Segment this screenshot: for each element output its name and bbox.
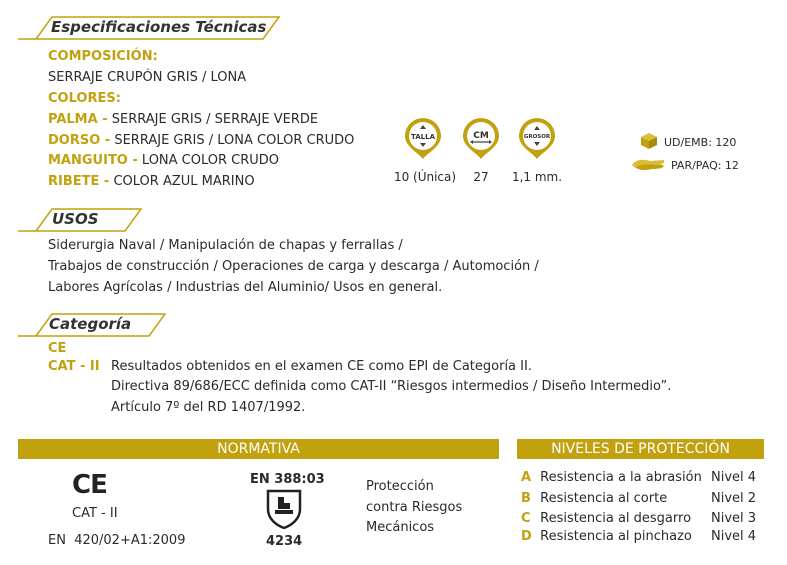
par-paq-text: PAR/PAQ: 12: [671, 159, 739, 172]
nivel-letter: D: [521, 529, 532, 544]
grosor-value: 1,1 mm.: [511, 170, 563, 184]
niveles-bar: NIVELES DE PROTECCIÓN: [517, 439, 764, 459]
cm-pin-icon: [461, 117, 501, 161]
categoria-line: Directiva 89/686/ECC definida como CAT-II “Riesgos intermedios / Diseño Intermedio”.: [111, 379, 672, 394]
palma-label: PALMA -: [48, 112, 108, 127]
nivel-letter: C: [521, 511, 531, 526]
normativa-en-code: EN 420/02+A1:2009: [48, 533, 186, 548]
nivel-label: Resistencia a la abrasión: [540, 470, 702, 485]
composicion-value: SERRAJE CRUPÓN GRIS / LONA: [48, 70, 247, 85]
ud-emb-text: UD/EMB: 120: [664, 136, 737, 149]
nivel-value: Nivel 3: [711, 511, 757, 526]
ribete-value: COLOR AZUL MARINO: [113, 174, 255, 189]
usos-section-header: [18, 208, 142, 230]
talla-icon-label: TALLA: [411, 133, 435, 141]
en388-label: EN 388:03: [250, 472, 325, 487]
proteccion-line: contra Riesgos: [366, 500, 463, 515]
dorso-value: SERRAJE GRIS / LONA COLOR CRUDO: [114, 133, 355, 148]
normativa-cat: CAT - II: [72, 506, 118, 521]
categoria-section-title: Categoría: [49, 315, 132, 333]
grosor-pin-icon: [517, 117, 557, 161]
nivel-label: Resistencia al corte: [540, 491, 668, 506]
nivel-row: [521, 470, 702, 485]
en388-code: 4234: [266, 534, 303, 549]
manguito-label: MANGUITO -: [48, 153, 138, 168]
usos-line: Trabajos de construcción / Operaciones de carga y descarga / Automoción /: [48, 259, 539, 274]
cm-value: 27: [473, 170, 489, 184]
manguito-value: LONA COLOR CRUDO: [141, 153, 280, 168]
colores-label: COLORES:: [48, 91, 121, 106]
cat-label: CAT - II: [48, 359, 100, 374]
ribete-label: RIBETE -: [48, 174, 110, 189]
dorso-label: DORSO -: [48, 133, 111, 148]
nivel-row: [521, 529, 692, 544]
talla-value: 10 (Única): [393, 170, 457, 184]
cm-icon-label: CM: [473, 131, 489, 141]
nivel-label: Resistencia al desgarro: [540, 511, 692, 526]
nivel-label: Resistencia al pinchazo: [540, 529, 692, 544]
usos-line: Labores Agrícolas / Industrias del Aluminio/ Usos en general.: [48, 280, 443, 295]
ce-label: CE: [48, 341, 67, 356]
composicion-label: COMPOSICIÓN:: [48, 49, 158, 64]
grosor-icon-label: GROSOR: [523, 134, 551, 140]
usos-line: Siderurgia Naval / Manipulación de chapas y ferrallas /: [48, 238, 403, 253]
palma-value: SERRAJE GRIS / SERRAJE VERDE: [111, 112, 319, 127]
usos-section-title: USOS: [52, 210, 99, 228]
categoria-line: Artículo 7º del RD 1407/1992.: [111, 400, 306, 415]
ce-mark: CE: [72, 470, 107, 500]
nivel-value: Nivel 4: [711, 470, 757, 485]
normativa-bar: NORMATIVA: [18, 439, 499, 459]
nivel-value: Nivel 2: [711, 491, 757, 506]
nivel-value: Nivel 4: [711, 529, 757, 544]
nivel-row: [521, 511, 691, 526]
specs-section-header: [18, 16, 280, 38]
nivel-letter: A: [521, 470, 532, 485]
categoria-line: Resultados obtenidos en el examen CE como EPI de Categoría II.: [111, 359, 532, 374]
nivel-row: [521, 491, 667, 506]
mechanical-risk-shield-icon: [266, 489, 302, 529]
glove-pair-icon: [630, 155, 666, 173]
talla-pin-icon: [403, 117, 443, 161]
specs-section-title: Especificaciones Técnicas: [51, 18, 267, 36]
nivel-letter: B: [521, 491, 531, 506]
proteccion-line: Protección: [366, 479, 434, 494]
categoria-section-header: [18, 313, 166, 335]
proteccion-line: Mecánicos: [366, 520, 435, 535]
box-icon: [640, 132, 658, 150]
